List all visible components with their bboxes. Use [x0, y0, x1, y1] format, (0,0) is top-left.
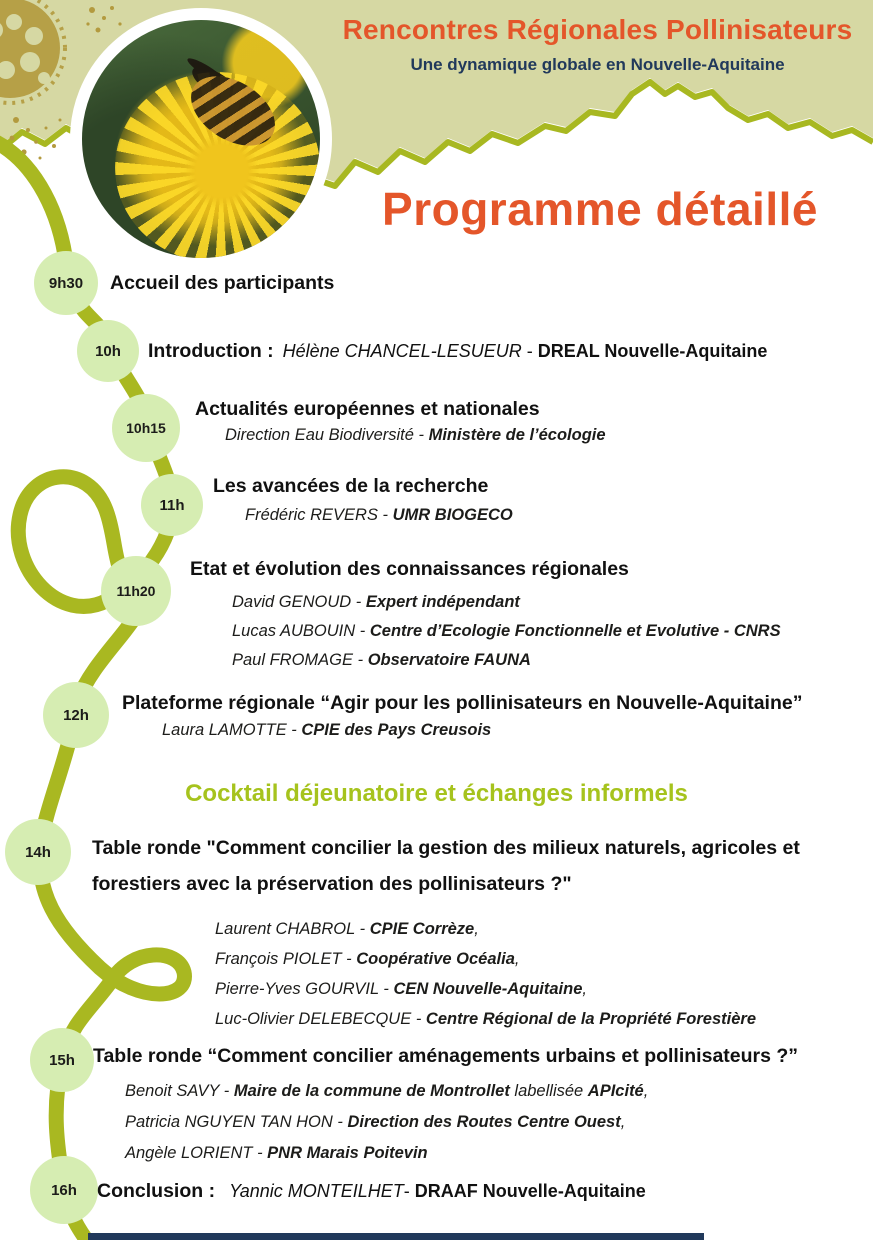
speaker-name: Direction Eau Biodiversité: [225, 426, 414, 444]
label-text: labellisée: [509, 1082, 588, 1100]
speaker-name: Laura LAMOTTE: [162, 721, 287, 739]
session-9h30: [110, 272, 334, 295]
speaker-line: [215, 974, 837, 1004]
separator: -: [252, 1144, 268, 1162]
speaker-list: [92, 914, 837, 1034]
speaker-list: [93, 1076, 853, 1169]
speaker-line: [215, 914, 837, 944]
break-heading: Cocktail déjeunatoire et échanges informels: [185, 780, 688, 807]
time-label: 11h: [159, 496, 185, 514]
speaker-org: Coopérative Océalia: [356, 950, 515, 968]
speaker-name: David GENOUD: [232, 593, 352, 611]
time-bubble-10h: [77, 320, 139, 382]
time-label: 16h: [51, 1181, 77, 1199]
speaker-name: Benoit SAVY: [125, 1082, 220, 1100]
separator: -: [521, 341, 538, 361]
session-10h: [148, 340, 767, 363]
speaker-org: UMR BIOGECO: [392, 506, 513, 524]
separator: -: [341, 950, 357, 968]
time-bubble-12h: [43, 682, 109, 748]
speaker-name: Frédéric REVERS: [245, 506, 378, 524]
session-title: Accueil des participants: [110, 272, 335, 294]
speaker-org: DRAAF Nouvelle-Aquitaine: [414, 1181, 646, 1201]
session-11h: [213, 475, 513, 525]
speaker-org: Centre d’Ecologie Fonctionnelle et Evolutive - CNRS: [369, 622, 781, 640]
speaker-org: CPIE des Pays Creusois: [301, 721, 492, 739]
speaker-org: Centre Régional de la Propriété Forestière: [425, 1010, 757, 1028]
separator: -: [377, 506, 393, 524]
time-label: 15h: [49, 1051, 75, 1069]
speaker-line: [125, 1138, 853, 1169]
time-label: 14h: [25, 843, 51, 861]
speaker-name: Paul FROMAGE: [232, 651, 354, 669]
speaker-line: [225, 426, 606, 445]
speaker-org: PNR Marais Poitevin: [267, 1144, 428, 1162]
session-title-text: Conclusion :: [97, 1180, 216, 1202]
speaker-line: [162, 721, 802, 740]
separator: -: [413, 426, 429, 444]
speaker-org: CPIE Corrèze: [369, 920, 475, 938]
separator: -: [219, 1082, 234, 1100]
time-bubble-10h15: [112, 394, 180, 462]
time-label: 10h15: [126, 420, 166, 436]
page-title: Programme détaillé: [382, 183, 818, 235]
speaker-name: François PIOLET: [215, 950, 342, 968]
session-14h: [92, 830, 837, 1034]
separator: -: [351, 593, 366, 611]
speaker-name: Angèle LORIENT: [125, 1144, 253, 1162]
time-label: 10h: [95, 342, 121, 360]
time-bubble-11h: [141, 474, 203, 536]
speaker-line: [125, 1107, 853, 1138]
time-label: 12h: [63, 706, 89, 724]
event-subtitle: Une dynamique globale en Nouvelle-Aquitaine: [410, 55, 785, 74]
session-title-text: Introduction :: [148, 340, 274, 362]
speaker-name: Laurent CHABROL: [215, 920, 356, 938]
session-title: [97, 1180, 646, 1203]
suffix: ,: [514, 950, 520, 968]
speaker-line: [125, 1076, 853, 1107]
time-bubble-16h: [30, 1156, 98, 1224]
session-15h: [93, 1045, 853, 1169]
session-title: [148, 340, 767, 363]
time-bubble-11h20: [101, 556, 171, 626]
separator: -: [355, 920, 370, 938]
speaker-name: Yannic MONTEILHET: [229, 1181, 404, 1201]
session-10h15: [195, 398, 606, 445]
speaker-line: [215, 1004, 837, 1034]
speaker-org-2: APIcité: [587, 1082, 644, 1100]
footer-bar: [88, 1233, 704, 1240]
suffix: ,: [582, 980, 587, 998]
speaker-line: [232, 646, 781, 675]
session-title: Actualités européennes et nationales: [195, 398, 540, 420]
speaker-org: Expert indépendant: [365, 593, 520, 611]
speaker-line: [232, 617, 781, 646]
header: [330, 14, 865, 75]
bee-photo: [70, 8, 332, 270]
speaker-org: CEN Nouvelle-Aquitaine: [393, 980, 583, 998]
speaker-line: [245, 506, 513, 525]
separator: -: [332, 1113, 348, 1131]
session-16h: [97, 1180, 646, 1203]
time-bubble-15h: [30, 1028, 94, 1092]
speaker-org: Direction des Routes Centre Ouest: [347, 1113, 621, 1131]
time-label: 9h30: [48, 274, 84, 292]
speaker-name: Luc-Olivier DELEBECQUE: [215, 1010, 412, 1028]
session-title: Table ronde “Comment concilier aménagements urbains et pollinisateurs ?”: [93, 1045, 799, 1067]
time-label: 11h20: [116, 583, 156, 599]
separator: -: [286, 721, 302, 739]
speaker-org: Maire de la commune de Montrollet: [233, 1082, 510, 1100]
session-title: Table ronde "Comment concilier la gestion des milieux naturels, agricoles et forestiers avec la préservation des pollinisateurs ?": [92, 837, 800, 895]
speaker-org: DREAL Nouvelle-Aquitaine: [537, 341, 768, 361]
session-12h: [122, 692, 802, 740]
separator: -: [411, 1010, 426, 1028]
speaker-name: Pierre-Yves GOURVIL: [215, 980, 379, 998]
time-bubble-9h30: [34, 251, 98, 315]
separator: -: [355, 622, 370, 640]
speaker-name: Lucas AUBOUIN: [232, 622, 356, 640]
session-title: Plateforme régionale “Agir pour les pollinisateurs en Nouvelle-Aquitaine”: [122, 692, 803, 714]
separator: -: [403, 1181, 415, 1201]
separator: -: [378, 980, 394, 998]
event-title: Rencontres Régionales Pollinisateurs: [342, 14, 853, 45]
speaker-name: Patricia NGUYEN TAN HON: [125, 1113, 333, 1131]
speaker-name: Hélène CHANCEL-LESUEUR: [282, 341, 522, 361]
session-title: Les avancées de la recherche: [213, 475, 489, 497]
speaker-org: Observatoire FAUNA: [367, 651, 531, 669]
session-title: Etat et évolution des connaissances régionales: [190, 558, 629, 580]
separator: -: [353, 651, 368, 669]
suffix: ,: [474, 920, 479, 938]
session-11h20: [190, 558, 781, 675]
speaker-line: [232, 588, 781, 617]
speaker-line: [215, 944, 837, 974]
time-bubble-14h: [5, 819, 71, 885]
speaker-org: Ministère de l’écologie: [428, 426, 606, 444]
suffix: ,: [643, 1082, 649, 1100]
suffix: ,: [620, 1113, 626, 1131]
